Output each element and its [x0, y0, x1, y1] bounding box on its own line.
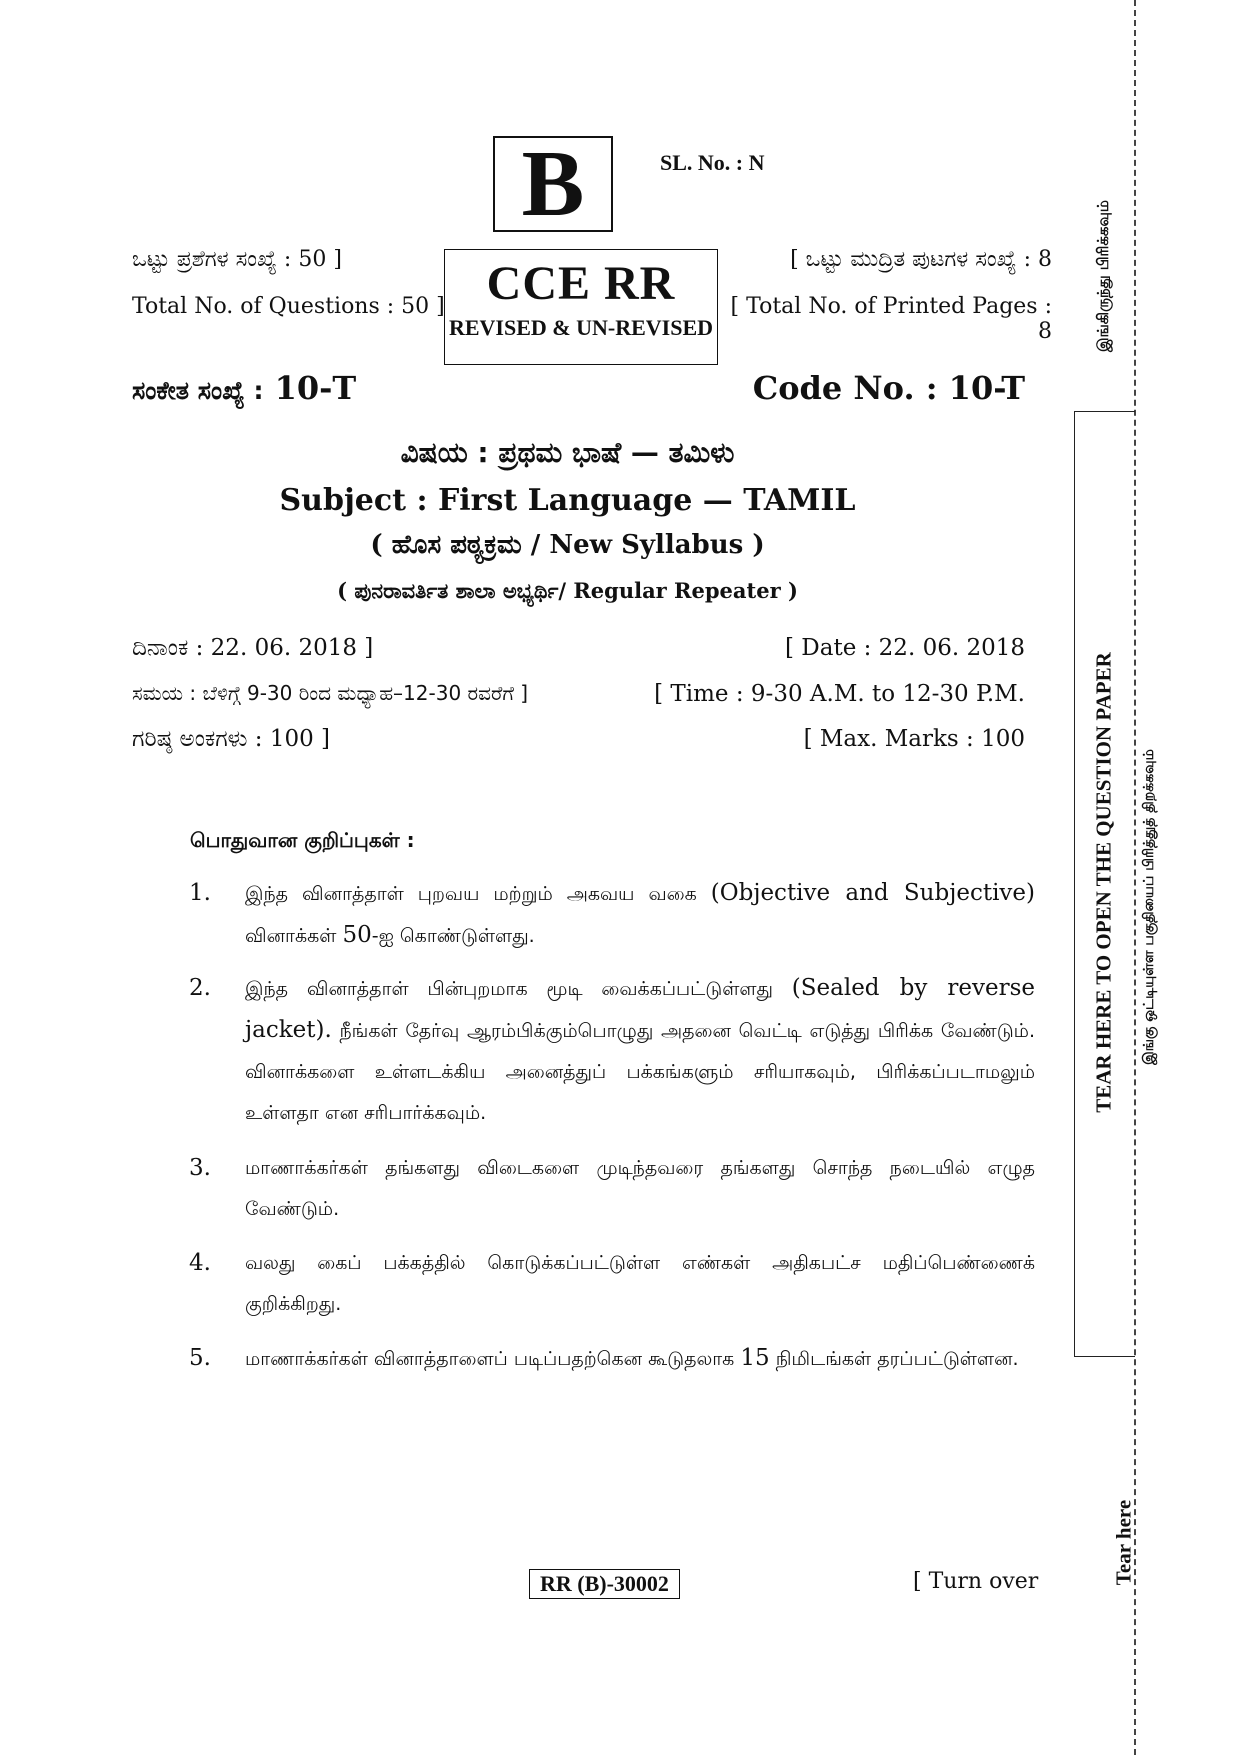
- time-english: [ Time : 9-30 A.M. to 12-30 P.M.: [654, 681, 1025, 707]
- marks-kannada: ಗರಿಷ್ಠ ಅಂಕಗಳು : 100 ]: [132, 726, 331, 752]
- version-letter-box: [493, 132, 613, 236]
- instruction-item: [245, 968, 1035, 1134]
- subject-kannada: ವಿಷಯ : ಪ್ರಥಮ ಭಾಷೆ — ತಮಿಳು: [400, 436, 735, 469]
- paper-code: RR (B)-30002: [529, 1569, 680, 1599]
- time-kannada: ಸಮಯ : ಬೆಳಿಗ್ಗೆ 9-30 ರಿಂದ ಮಧ್ಯಾಹ–12-30 ರವರೆಗೆ ]: [132, 681, 529, 705]
- instruction-number-text: 50: [342, 922, 372, 948]
- total-questions-english: Total No. of Questions : 50 ]: [132, 294, 445, 319]
- total-pages-kannada: [ ಒಟ್ಟು ಮುದ್ರಿತ ಪುಟಗಳ ಸಂಖ್ಯೆ : 8: [790, 247, 1052, 272]
- margin-tear-instruction-english: TEAR HERE TO OPEN THE QUESTION PAPER: [1091, 652, 1116, 1113]
- date-kannada: ದಿನಾಂಕ : 22. 06. 2018 ]: [132, 635, 374, 661]
- margin-tear-here[interactable]: Tear here: [1111, 1499, 1136, 1586]
- version-letter: B: [521, 132, 585, 236]
- instruction-text: இந்த வினாத்தாள் பின்புறமாக மூடி வைக்கப்பட்டுள்ளது: [245, 978, 792, 1000]
- instruction-number-text: 15: [740, 1345, 770, 1371]
- code-kannada-label: ಸಂಕೇತ ಸಂಖ್ಯೆ :: [132, 376, 264, 405]
- subject-english: Subject : First Language — TAMIL: [279, 483, 856, 518]
- total-pages-english: [ Total No. of Printed Pages : 8: [730, 294, 1052, 344]
- syllabus-line: ( ಹೊಸ ಪಠ್ಯಕ್ರಮ / New Syllabus ): [370, 530, 765, 560]
- instruction-text: நிமிடங்கள் தரப்பட்டுள்ளன.: [769, 1348, 1019, 1370]
- serial-number: SL. No. : N: [660, 150, 765, 175]
- instruction-number: 1.: [189, 880, 211, 906]
- instruction-text: மாணாக்கர்கள் வினாத்தாளைப் படிப்பதற்கென கூடுதலாக: [245, 1348, 741, 1370]
- exam-title-box: [444, 249, 718, 365]
- instruction-number: 5.: [189, 1345, 211, 1371]
- code-number-english: Code No. : 10-T: [752, 369, 1025, 407]
- instructions-title: பொதுவான குறிப்புகள் :: [190, 828, 415, 852]
- instruction-item: [245, 1338, 1035, 1380]
- exam-subtitle: REVISED & UN-REVISED: [448, 315, 714, 340]
- instruction-text: இந்த வினாத்தாள் புறவய மற்றும் அகவய வகை: [245, 883, 711, 905]
- candidate-type: ( ಪುನರಾವರ್ತಿತ ಶಾಲಾ ಅಭ್ಯರ್ಥಿ/ Regular Repeater ): [337, 578, 798, 603]
- margin-tear-instruction-tamil: இங்கு ஒட்டியுள்ள பகுதியைப் பிரித்துத் திறக்கவும்: [1141, 749, 1157, 1065]
- instruction-text: நீங்கள் தேர்வு ஆரம்பிக்கும்பொழுது அதனை வெட்டி எடுத்து பிரிக்க வேண்டும். வினாக்களை உள்ளடக்கிய அனைத்துப் பக்கங்களும் சரியாகவும், பிரிக்கப்படாமலும் உள்ளதா என சரிபார்க்கவும்.: [245, 1020, 1035, 1124]
- marks-english: [ Max. Marks : 100: [803, 726, 1025, 752]
- instruction-number: 4.: [189, 1250, 211, 1276]
- instruction-text: மாணாக்கர்கள் தங்களது விடைகளை முடிந்தவரை தங்களது சொந்த நடையில் எழுத வேண்டும்.: [245, 1157, 1035, 1220]
- total-questions-kannada: ಒಟ್ಟು ಪ್ರಶೆಗಳ ಸಂಖ್ಯೆ : 50 ]: [132, 247, 342, 272]
- instruction-english-text: (Sealed by reverse jacket).: [245, 975, 1035, 1043]
- code-kannada-value: 10-T: [274, 369, 357, 407]
- instruction-item: [245, 873, 1035, 957]
- code-number-kannada: [132, 369, 356, 407]
- instruction-item: [245, 1243, 1035, 1325]
- date-english: [ Date : 22. 06. 2018: [785, 635, 1025, 661]
- exam-title: CCE RR: [486, 257, 676, 310]
- instruction-number: 2.: [189, 975, 211, 1001]
- instruction-text: வினாக்கள்: [245, 925, 343, 947]
- instruction-text: வலது கைப் பக்கத்தில் கொடுக்கப்பட்டுள்ள எண்கள் அதிகபட்ச மதிப்பெண்ணைக் குறிக்கிறது.: [245, 1252, 1035, 1315]
- instruction-english-text: (Objective and Subjective): [710, 880, 1036, 906]
- turn-over-note: [ Turn over: [913, 1569, 1039, 1594]
- instruction-number: 3.: [189, 1155, 211, 1181]
- margin-tamil-top: இங்கிருந்து பிரிக்கவும்: [1094, 200, 1112, 352]
- instruction-text: -ஐ கொண்டுள்ளது.: [371, 925, 535, 947]
- instruction-item: [245, 1148, 1035, 1230]
